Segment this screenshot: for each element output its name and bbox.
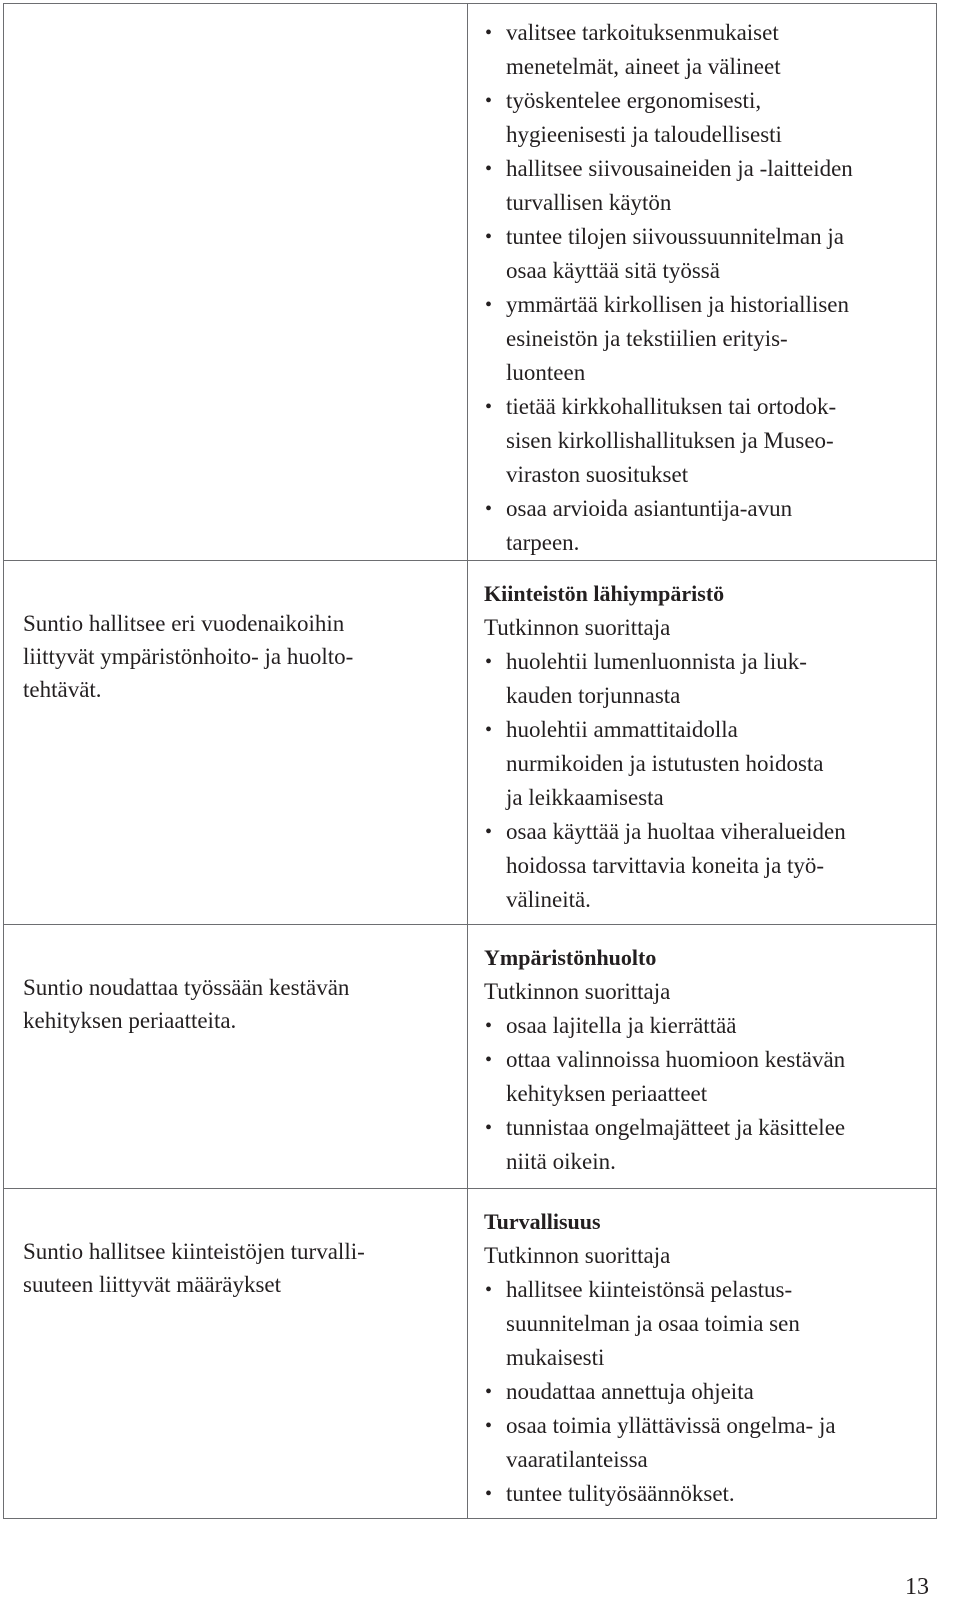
list-item: • osaa lajitella ja kierrättää <box>484 1009 924 1043</box>
list-item: • tunnistaa ongelmajätteet ja käsittelee niitä oikein. <box>484 1111 924 1179</box>
list-item: • ottaa valinnoissa huomioon kestävän kehityksen periaatteet <box>484 1043 924 1111</box>
bullet-list <box>484 1273 924 1511</box>
list-item: • työskentelee ergonomisesti, hygieenisesti ja taloudellisesti <box>484 84 924 152</box>
list-item: • tuntee tilojen siivoussuunnitelman ja osaa käyttää sitä työssä <box>484 220 924 288</box>
right-cell <box>468 561 937 925</box>
list-item: • osaa arvioida asiantuntija-avun tarpeen. <box>484 492 924 560</box>
right-cell <box>468 1189 937 1519</box>
section-subtitle: Tutkinnon suorittaja <box>484 615 671 640</box>
table-row <box>4 561 937 925</box>
right-cell <box>468 4 937 561</box>
left-cell <box>4 925 468 1189</box>
bullet-list <box>484 16 924 560</box>
list-item: • huolehtii ammattitaidolla nurmikoiden ja istutusten hoidosta ja leikkaamisesta <box>484 713 924 815</box>
left-cell <box>4 1189 468 1519</box>
bullet-icon: • <box>485 821 493 843</box>
bullet-icon: • <box>485 294 493 316</box>
section-title: Ympäristönhuolto <box>484 945 657 970</box>
bullet-list <box>484 1009 924 1179</box>
left-cell <box>4 4 468 561</box>
list-item: • hallitsee kiinteistönsä pelastus- suunnitelman ja osaa toimia sen mukaisesti <box>484 1273 924 1375</box>
section-subtitle: Tutkinnon suorittaja <box>484 1243 671 1268</box>
bullet-icon: • <box>485 90 493 112</box>
list-item: • hallitsee siivousaineiden ja -laitteiden turvallisen käytön <box>484 152 924 220</box>
bullet-icon: • <box>485 22 493 44</box>
list-item: • tuntee tulityösäännökset. <box>484 1477 924 1511</box>
bullet-icon: • <box>485 1049 493 1071</box>
table-row <box>4 925 937 1189</box>
table-row <box>4 4 937 561</box>
section-subtitle: Tutkinnon suorittaja <box>484 979 671 1004</box>
list-item: • valitsee tarkoituksenmukaiset menetelmät, aineet ja välineet <box>484 16 924 84</box>
bullet-icon: • <box>485 1381 493 1403</box>
list-item: • noudattaa annettuja ohjeita <box>484 1375 924 1409</box>
page-number: 13 <box>905 1574 929 1600</box>
bullet-icon: • <box>485 1279 493 1301</box>
bullet-icon: • <box>485 498 493 520</box>
left-cell-text: Suntio hallitsee eri vuodenaikoihin liittyvät ympäristönhoito- ja huolto- tehtävät. <box>23 611 354 702</box>
right-cell <box>468 925 937 1189</box>
bullet-icon: • <box>485 1415 493 1437</box>
bullet-list <box>484 645 924 917</box>
bullet-icon: • <box>485 719 493 741</box>
bullet-icon: • <box>485 396 493 418</box>
table-row <box>4 1189 937 1519</box>
left-cell-text: Suntio hallitsee kiinteistöjen turvalli- suuteen liittyvät määräykset <box>23 1239 365 1297</box>
list-item: • tietää kirkkohallituksen tai ortodok- sisen kirkollishallituksen ja Museo- viraston suositukset <box>484 390 924 492</box>
list-item: • huolehtii lumenluonnista ja liuk- kauden torjunnasta <box>484 645 924 713</box>
bullet-icon: • <box>485 651 493 673</box>
list-item: • osaa toimia yllättävissä ongelma- ja vaaratilanteissa <box>484 1409 924 1477</box>
list-item: • osaa käyttää ja huoltaa viheralueiden hoidossa tarvittavia koneita ja työ- välineitä. <box>484 815 924 917</box>
left-cell <box>4 561 468 925</box>
section-title: Turvallisuus <box>484 1209 601 1234</box>
criteria-table <box>3 3 937 1519</box>
list-item: • ymmärtää kirkollisen ja historiallisen esineistön ja tekstiilien erityis- luonteen <box>484 288 924 390</box>
bullet-icon: • <box>485 1015 493 1037</box>
bullet-icon: • <box>485 226 493 248</box>
bullet-icon: • <box>485 1483 493 1505</box>
left-cell-text: Suntio noudattaa työssään kestävän kehityksen periaatteita. <box>23 975 350 1033</box>
section-title: Kiinteistön lähiympäristö <box>484 581 725 606</box>
bullet-icon: • <box>485 158 493 180</box>
bullet-icon: • <box>485 1117 493 1139</box>
